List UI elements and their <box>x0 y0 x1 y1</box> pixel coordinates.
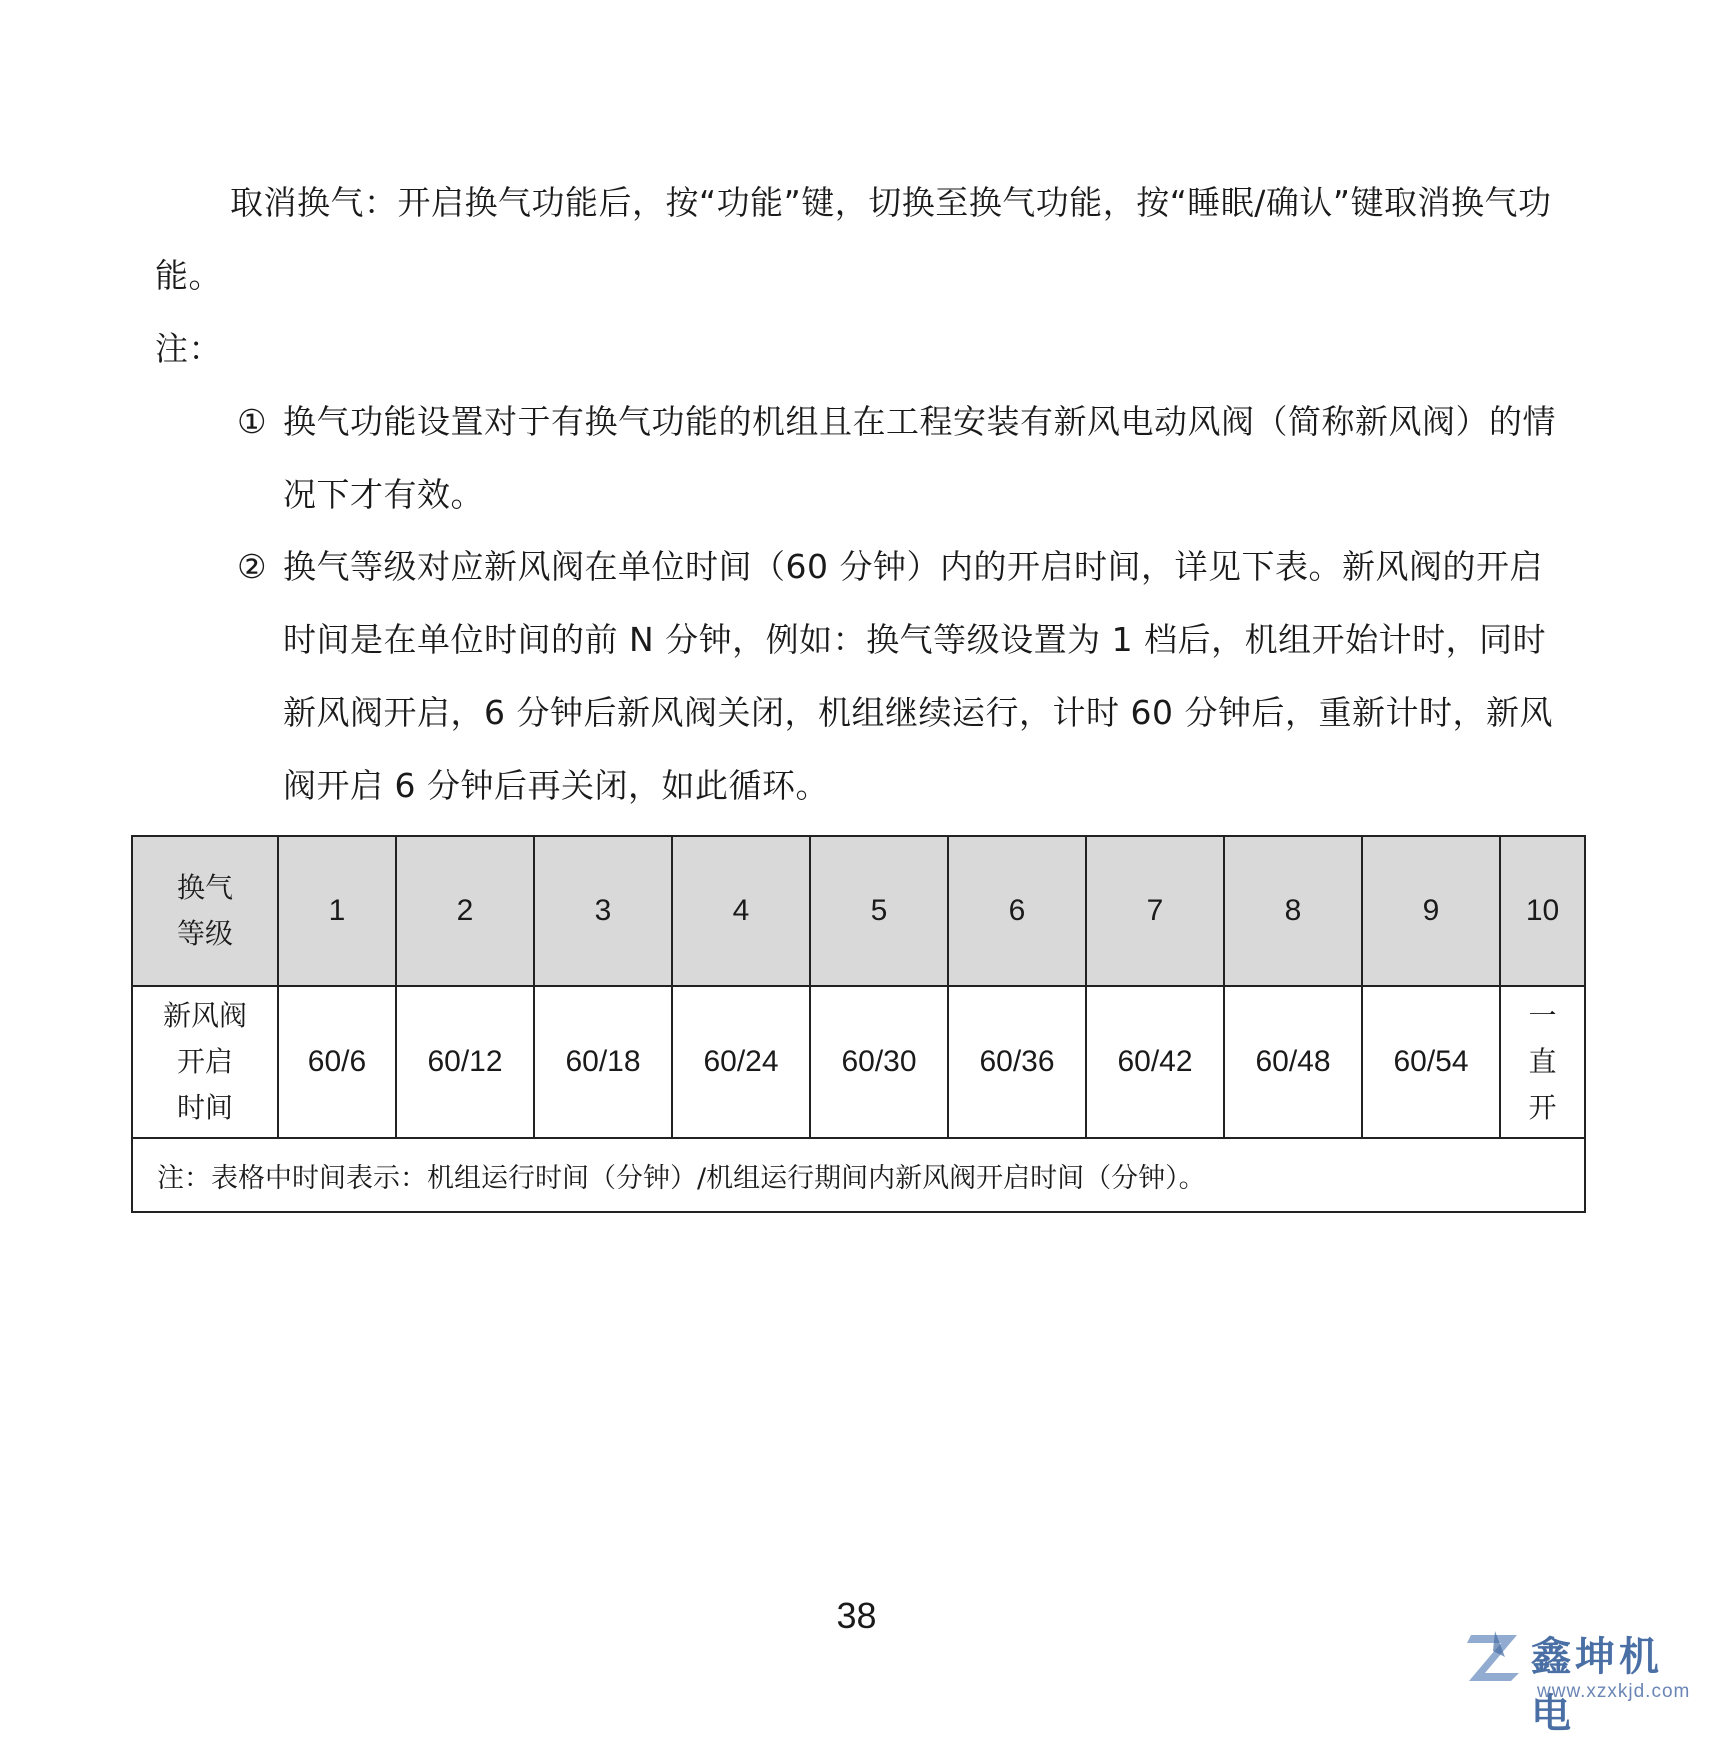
note-number: ① <box>237 402 268 441</box>
table-footnote-row <box>132 1138 1585 1212</box>
grade-cell: 1 <box>278 836 396 986</box>
note-item-2 <box>237 530 1567 822</box>
open-time-cell: 60/48 <box>1224 986 1362 1138</box>
open-time-cell: 60/6 <box>278 986 396 1138</box>
watermark-brand: 鑫坤机电 <box>1531 1634 1663 1737</box>
open-time-cell: 60/42 <box>1086 986 1224 1138</box>
grade-cell: 5 <box>810 836 948 986</box>
watermark <box>1465 1613 1705 1737</box>
note-text: 换气功能设置对于有换气功能的机组且在工程安装有新风电动风阀（简称新风阀）的情况下才有效。 <box>283 402 1556 514</box>
grade-cell: 9 <box>1362 836 1500 986</box>
grade-cell: 10 <box>1500 836 1585 986</box>
cancel-ventilation-paragraph: 取消换气：开启换气功能后，按“功能”键，切换至换气功能，按“睡眠/确认”键取消换气功能。 <box>155 183 1552 295</box>
open-time-cell: 60/18 <box>534 986 672 1138</box>
ventilation-grade-table <box>131 835 1586 1213</box>
grade-row-label: 换气 等级 <box>132 836 278 986</box>
brand-logo-icon <box>1465 1627 1525 1687</box>
open-time-cell: 60/30 <box>810 986 948 1138</box>
note-item-1 <box>237 385 1567 531</box>
open-time-row <box>132 986 1585 1138</box>
open-time-cell-always: 一 直 开 <box>1500 986 1585 1138</box>
grade-cell: 7 <box>1086 836 1224 986</box>
watermark-site: www.xzxkjd.com <box>1537 1681 1691 1702</box>
grade-cell: 6 <box>948 836 1086 986</box>
open-time-cell: 60/36 <box>948 986 1086 1138</box>
grade-cell: 4 <box>672 836 810 986</box>
grade-cell: 3 <box>534 836 672 986</box>
grade-row <box>132 836 1585 986</box>
grade-cell: 8 <box>1224 836 1362 986</box>
open-time-cell: 60/54 <box>1362 986 1500 1138</box>
note-label: 注： <box>155 329 222 368</box>
note-text: 换气等级对应新风阀在单位时间（60 分钟）内的开启时间，详见下表。新风阀的开启时间是在单位时间的前 N 分钟，例如：换气等级设置为 1 档后，机组开始计时，同时新风阀开启，6 分钟后新风阀关闭，机组继续运行，计时 60 分钟后，重新计时，新风阀开启 6 分钟后再关闭，如此循环。 <box>283 547 1553 805</box>
grade-cell: 2 <box>396 836 534 986</box>
open-time-row-label: 新风阀 开启 时间 <box>132 986 278 1138</box>
open-time-cell: 60/12 <box>396 986 534 1138</box>
note-number: ② <box>237 547 268 586</box>
table-footnote: 注：表格中时间表示：机组运行时间（分钟）/机组运行期间内新风阀开启时间（分钟）。 <box>132 1138 1585 1212</box>
open-time-cell: 60/24 <box>672 986 810 1138</box>
page-number: 38 <box>836 1595 877 1636</box>
